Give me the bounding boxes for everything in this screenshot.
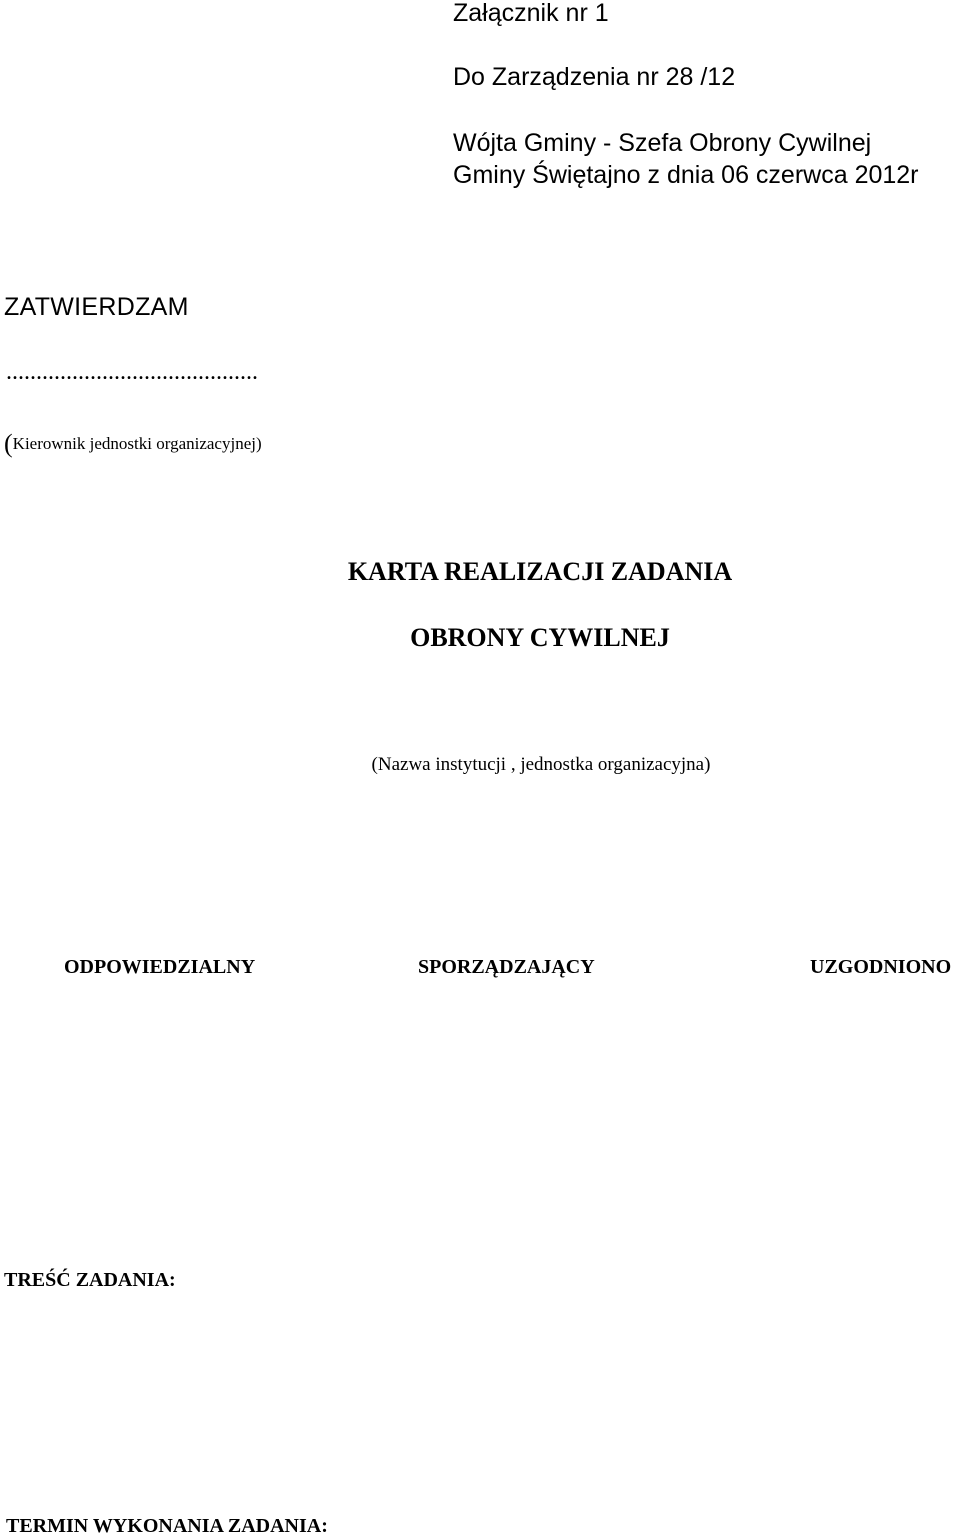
responsible-label: ODPOWIEDZIALNY bbox=[64, 956, 256, 978]
deadline-label: TERMIN WYKONANIA ZADANIA: bbox=[6, 1515, 328, 1537]
head-note-paren: ( bbox=[4, 429, 13, 458]
task-content-label: TREŚĆ ZADANIA: bbox=[4, 1269, 176, 1291]
document-title-line-1: KARTA REALIZACJI ZADANIA bbox=[347, 557, 733, 586]
institution-note: (Nazwa instytucji , jednostka organizacyjna) bbox=[371, 754, 711, 775]
annex-label: Załącznik nr 1 bbox=[453, 0, 609, 27]
issuer-line-2: Gminy Świętajno z dnia 06 czerwca 2012r bbox=[453, 161, 919, 189]
agreed-label: UZGODNIONO bbox=[810, 956, 952, 978]
decree-reference: Do Zarządzenia nr 28 /12 bbox=[453, 63, 736, 91]
document-title-line-2: OBRONY CYWILNEJ bbox=[410, 623, 670, 652]
prepared-by-label: SPORZĄDZAJĄCY bbox=[418, 956, 595, 978]
head-of-unit-note bbox=[4, 431, 262, 457]
head-note-text: Kierownik jednostki organizacyjnej) bbox=[12, 434, 262, 453]
approval-label: ZATWIERDZAM bbox=[4, 293, 189, 321]
signature-line: .......................................... bbox=[6, 359, 258, 385]
issuer-line-1: Wójta Gminy - Szefa Obrony Cywilnej bbox=[453, 129, 872, 157]
